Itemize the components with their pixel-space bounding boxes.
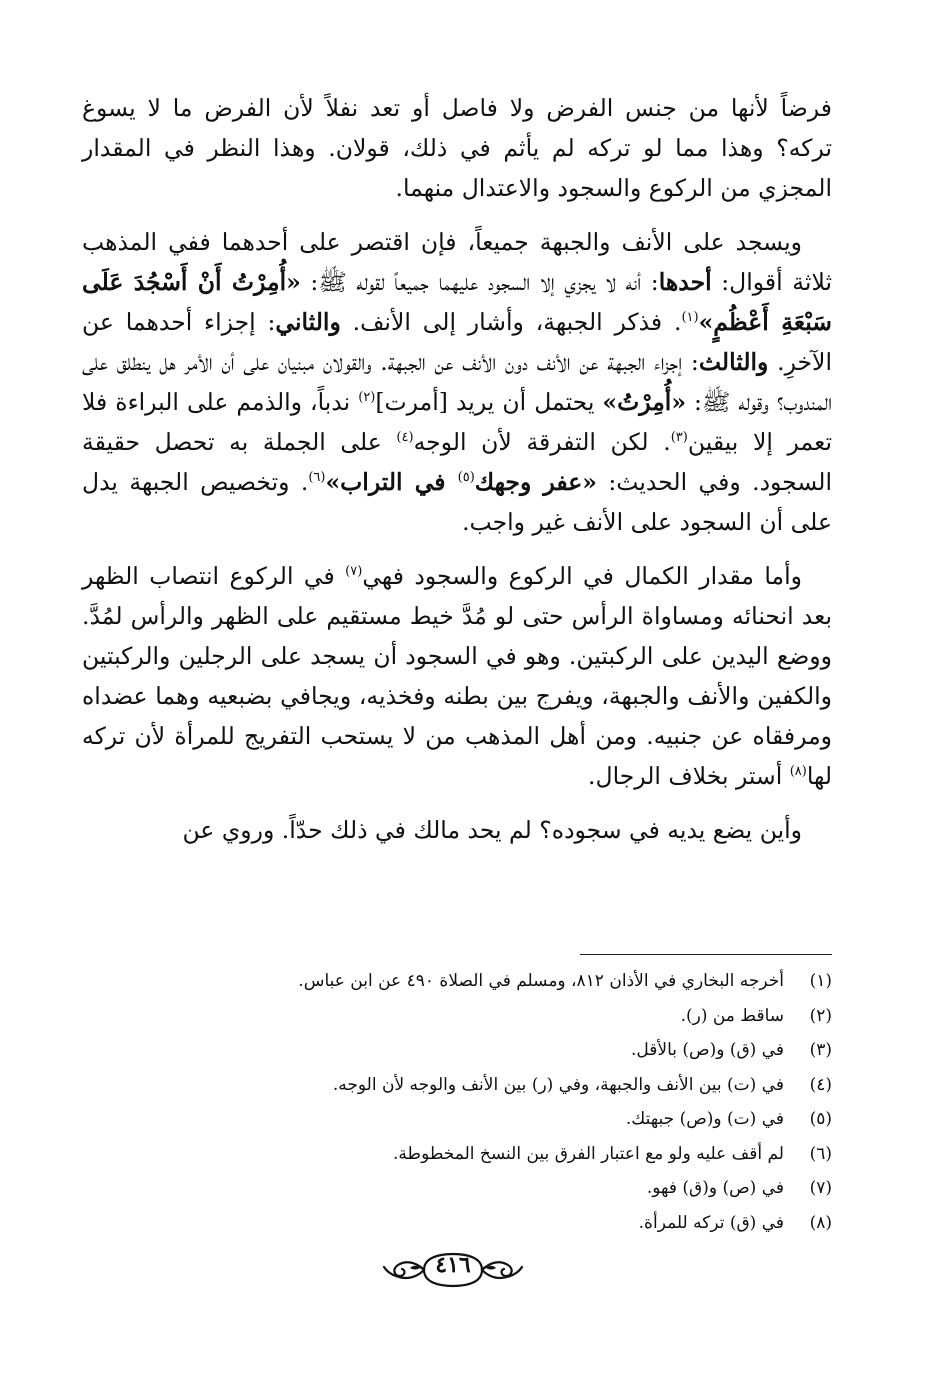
hadith-quote-1: «أُمِرْتُ أَنْ أَسْجُدَ عَلَى سَبْعَةِ أَعْظُمٍ»: [82, 268, 832, 336]
footnote-ref-4: (٤): [396, 430, 414, 446]
paragraph-1: فرضاً لأنها من جنس الفرض ولا فاصل أو تعد نفلاً لأن الفرض ما لا يسوغ تركه؟ وهذا مما لو تركه لم يأثم في ذلك، قولان. وهذا النظر في المقدار المجزي من الركوع والسجود والاعتدال منهما.: [82, 94, 832, 202]
footnote-ref-1: (١): [681, 310, 699, 326]
footnote-ref-2: (٢): [358, 390, 376, 406]
p2-bold-3: والثالث: [698, 348, 769, 376]
footnote-text: أخرجه البخاري في الأذان ٨١٢، ومسلم في الصلاة ٤٩٠ عن ابن عباس.: [298, 971, 784, 991]
footnote-ref-6: (٦): [308, 470, 326, 486]
paragraph-2: [82, 222, 832, 542]
footnote-text: في (ق) تركه للمرأة.: [638, 1212, 784, 1233]
footnote-ref-8: (٨): [789, 764, 807, 780]
p2-text-2: : أنه لا يجزي إلا السجود عليهما جميعاً لقوله ﷺ:: [300, 268, 659, 296]
footnote-text: لم أقف عليه ولو مع اعتبار الفرق بين النسخ المخطوطة.: [393, 1143, 784, 1164]
p2-text-9: على الجملة به تحصل حقيقة السجود. وفي الحديث:: [82, 428, 832, 496]
page-number: ٤١٦: [435, 1252, 471, 1278]
footnote-ref-3: (٣): [670, 430, 688, 446]
footnote-item: [82, 1068, 832, 1103]
footnote-ref-5: (٥): [457, 470, 475, 486]
footnote-number: (١): [809, 971, 832, 991]
paragraph-4: وأين يضع يديه في سجوده؟ لم يحد مالك في ذلك حدّاً. وروي عن: [182, 816, 802, 844]
paragraph-3: [82, 556, 832, 796]
footnote-separator: [580, 954, 832, 955]
p2-text-3: . فذكر الجبهة، وأشار إلى الأنف.: [340, 308, 682, 336]
p2-text-4: : إجزاء أحدهما عن الآخرِ.: [82, 308, 832, 376]
p2-text-5: : إجزاء الجبهة عن الأنف دون الأنف عن الجبهة. والقولان مبنيان على أن الأمر هل ينطلق على المندوب؟ وقوله ﷺ:: [82, 348, 832, 416]
p2-bold-1: أحدها: [658, 268, 712, 296]
hadith-quote-3b: في التراب»: [325, 468, 458, 496]
footnote-number: (٧): [809, 1178, 832, 1198]
footnote-item: [82, 1102, 832, 1137]
page-body: [82, 88, 832, 1378]
footnote-number: (٢): [809, 1005, 832, 1026]
footnote-item: [82, 1033, 832, 1068]
footnote-text: ساقط من (ر).: [680, 1005, 784, 1026]
footnote-number: (٦): [809, 1143, 832, 1164]
p3-text-3: أستر بخلاف الرجال.: [588, 762, 790, 790]
page-number-frame: [380, 1246, 526, 1294]
footnote-text: في (ت) بين الأنف والجبهة، وفي (ر) بين الأنف والوجه لأن الوجه.: [332, 1074, 784, 1095]
footnote-ref-7: (٧): [345, 564, 363, 580]
footnote-number: (٤): [809, 1074, 832, 1095]
hadith-quote-2: «أُمِرْتُ»: [602, 388, 687, 416]
p2-text-1: ويسجد على الأنف والجبهة جميعاً، فإن اقتصر على أحدهما ففي المذهب ثلاثة أقوال:: [82, 228, 833, 296]
footnote-number: (٨): [809, 1212, 832, 1233]
p2-text-8: . لكن التفرقة لأن الوجه: [413, 428, 671, 456]
p3-text-2: في الركوع انتصاب الظهر بعد انحنائه ومساواة الرأس حتى لو مُدَّ خيط مستقيم على الظهر والرأس لمُدَّ. ووضع اليدين على الركبتين. وهو في السجود أن يسجد على الرجلين والركبتين والكفين والأنف والجبهة، ويفرج بين بطنه وفخذيه، ويجافي بضبعيه وهما عضداه ومرفقاه عن جنبيه. ومن أهل المذهب من لا يستحب التفريج للمرأة لأن تركه لها: [82, 562, 832, 790]
footnote-item: [82, 1137, 832, 1172]
p2-text-6: يحتمل أن يريد [أمرت]: [375, 388, 603, 416]
footnote-text: في (ت) و(ص) جبهتك.: [625, 1109, 784, 1129]
footnote-item: [82, 964, 832, 999]
p2-text-7: ندباً، والذمم على البراءة فلا تعمر إلا بيقين: [82, 388, 832, 456]
footnotes-list: [82, 964, 832, 1240]
p2-bold-2: والثاني: [275, 308, 341, 336]
footnote-text: في (ق) و(ص) بالأقل.: [631, 1040, 784, 1060]
footnote-text: في (ص) و(ق) فهو.: [646, 1178, 784, 1198]
footnote-number: (٣): [809, 1040, 832, 1060]
footnote-item: [82, 999, 832, 1034]
hadith-quote-3a: «عفر وجهك: [474, 468, 597, 496]
p2-text-10: . وتخصيص الجبهة يدل على أن السجود على الأنف غير واجب.: [82, 468, 832, 536]
footnote-number: (٥): [809, 1109, 832, 1129]
footnote-item: [82, 1171, 832, 1206]
p3-text-1: وأما مقدار الكمال في الركوع والسجود فهي: [362, 562, 802, 590]
footnote-item: [82, 1206, 832, 1241]
